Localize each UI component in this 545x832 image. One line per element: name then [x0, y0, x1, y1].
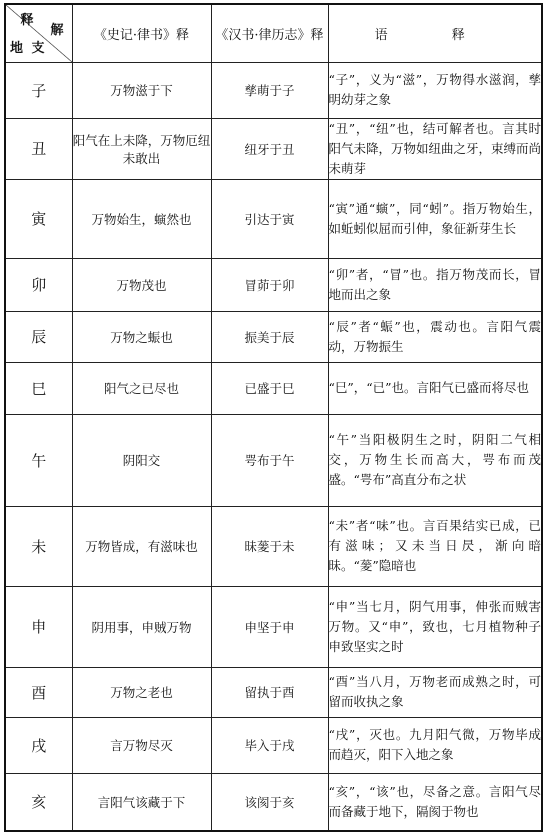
table-row — [5, 667, 542, 717]
gloss-cell: “巳”，“已”也。言阳气已盛而将尽也 — [328, 362, 542, 414]
gloss-cell: “午”当阳极阴生之时，阴阳二气相交，万物生长而高大，咢布而茂盛。“咢布”高直分布之状 — [328, 414, 542, 506]
shiji-cell: 言万物尽灭 — [72, 717, 211, 773]
branch-cell: 午 — [5, 414, 72, 506]
table-row — [5, 258, 542, 311]
shiji-cell: 阴用事，申贼万物 — [72, 586, 211, 667]
gloss-cell: “申”当七月，阴气用事，伸张而贼害万物。又“申”，致也，七月植物种子申致坚实之时 — [328, 586, 542, 667]
hanshu-cell: 昧蓌于未 — [211, 506, 328, 586]
gloss-cell: “寅”通“螾”，同“蚓”。指万物始生，如蚯蚓似屈而引伸，象征新芽生长 — [328, 179, 542, 258]
branch-cell: 卯 — [5, 258, 72, 311]
hanshu-cell: 引达于寅 — [211, 179, 328, 258]
branch-cell: 巳 — [5, 362, 72, 414]
shiji-cell: 阳气之已尽也 — [72, 362, 211, 414]
hanshu-cell: 咢布于午 — [211, 414, 328, 506]
column-header-hanshu: 《汉书·律历志》释 — [211, 4, 328, 62]
shiji-cell: 万物之老也 — [72, 667, 211, 717]
table-body — [5, 62, 542, 831]
gloss-cell: “戌”，灭也。九月阳气微，万物毕成而趋灭，阳下入地之象 — [328, 717, 542, 773]
hanshu-cell: 孳萌于子 — [211, 62, 328, 118]
gloss-cell: “子”，义为“滋”，万物得水滋润，孳明幼芽之象 — [328, 62, 542, 118]
table-row — [5, 118, 542, 179]
gloss-cell: “亥”，“该”也，尽备之意。言阳气尽而备藏于地下，隔阂于物也 — [328, 773, 542, 831]
table-row — [5, 362, 542, 414]
table-row — [5, 179, 542, 258]
branch-cell: 酉 — [5, 667, 72, 717]
branch-cell: 申 — [5, 586, 72, 667]
hanshu-cell: 纽牙于丑 — [211, 118, 328, 179]
gloss-cell: “酉”当八月，万物老而成熟之时，可留而收执之象 — [328, 667, 542, 717]
shiji-cell: 万物之蜄也 — [72, 311, 211, 362]
hanshu-cell: 冒茆于卯 — [211, 258, 328, 311]
shiji-cell: 阳气在上未降，万物厄纽未敢出 — [72, 118, 211, 179]
hanshu-cell: 申坚于申 — [211, 586, 328, 667]
gloss-cell: “未”者“味”也。言百果结实已成，已有滋味；又未当日昃，渐向暗昧。“蓌”隐暗也 — [328, 506, 542, 586]
table-row — [5, 311, 542, 362]
corner-header-bottom: 地 支 — [10, 40, 47, 56]
column-header-shiji: 《史记·律书》释 — [72, 4, 211, 62]
corner-header-top-1: 释 — [20, 13, 36, 28]
column-header-gloss: 语 释 — [328, 4, 542, 62]
table-row — [5, 414, 542, 506]
header-row — [5, 4, 542, 62]
branch-cell: 丑 — [5, 118, 72, 179]
branch-cell: 未 — [5, 506, 72, 586]
corner-header-top-2: 解 — [50, 23, 66, 38]
shiji-cell: 万物始生，螾然也 — [72, 179, 211, 258]
corner-header-cell — [5, 4, 72, 62]
branch-cell: 辰 — [5, 311, 72, 362]
table-row — [5, 773, 542, 831]
table-row — [5, 506, 542, 586]
branch-cell: 子 — [5, 62, 72, 118]
hanshu-cell: 毕入于戌 — [211, 717, 328, 773]
branch-cell: 亥 — [5, 773, 72, 831]
gloss-cell: “辰”者“蜄”也，震动也。言阳气震动，万物振生 — [328, 311, 542, 362]
shiji-cell: 万物茂也 — [72, 258, 211, 311]
shiji-cell: 言阳气该藏于下 — [72, 773, 211, 831]
branch-cell: 戌 — [5, 717, 72, 773]
shiji-cell: 万物滋于下 — [72, 62, 211, 118]
table-row — [5, 717, 542, 773]
gloss-cell: “卯”者，“冒”也。指万物茂而长，冒地而出之象 — [328, 258, 542, 311]
shiji-cell: 阴阳交 — [72, 414, 211, 506]
gloss-cell: “丑”，“纽”也，结可解者也。言其时阳气未降，万物如纽曲之牙，束缚而尚未萌芽 — [328, 118, 542, 179]
hanshu-cell: 振美于辰 — [211, 311, 328, 362]
hanshu-cell: 该阂于亥 — [211, 773, 328, 831]
table-row — [5, 586, 542, 667]
hanshu-cell: 留执于酉 — [211, 667, 328, 717]
branch-cell: 寅 — [5, 179, 72, 258]
table-row — [5, 62, 542, 118]
hanshu-cell: 已盛于巳 — [211, 362, 328, 414]
shiji-cell: 万物皆成，有滋味也 — [72, 506, 211, 586]
earthly-branches-table — [4, 3, 543, 832]
